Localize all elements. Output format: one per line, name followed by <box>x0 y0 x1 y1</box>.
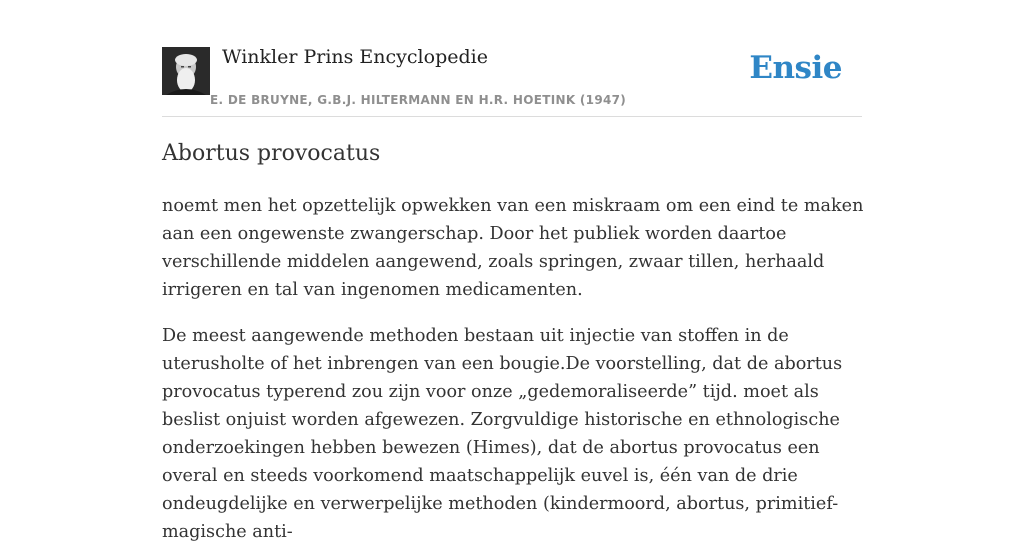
article-title: Abortus provocatus <box>162 141 381 166</box>
article <box>162 139 866 546</box>
article-paragraph: noemt men het opzettelijk opwekken van een miskraam om een eind te maken aan een ongewenste zwangerschap. Door het publiek worden daartoe verschillende middelen aangewend, zoals springen, zwaar tillen, herhaald irrigeren en tal van ingenomen medicamenten. <box>162 196 864 300</box>
author-avatar[interactable] <box>162 47 210 95</box>
portrait-icon <box>162 47 210 95</box>
publication-header <box>162 45 862 117</box>
article-paragraph: De meest aangewende methoden bestaan uit injectie van stoffen in de uterusholte of het inbrengen van een bougie.De voorstelling, dat de abortus provocatus typerend zou zijn voor onze „gedemoraliseerde” tijd. moet als beslist onjuist worden afgewezen. Zorgvuldige historische en ethnologische onderzoekingen hebben bewezen (Himes), dat de abortus provocatus een overal en steeds voorkomend maatschappelijk euvel is, één van de drie ondeugdelijke en verwerpelijke methoden (kindermoord, abortus, primitief-magische anti- <box>162 326 843 542</box>
publication-authors: E. DE BRUYNE, G.B.J. HILTERMANN EN H.R. HOETINK (1947) <box>210 93 627 107</box>
ensie-logo[interactable]: Ensie <box>749 50 842 86</box>
publication-title[interactable]: Winkler Prins Encyclopedie <box>222 46 488 68</box>
